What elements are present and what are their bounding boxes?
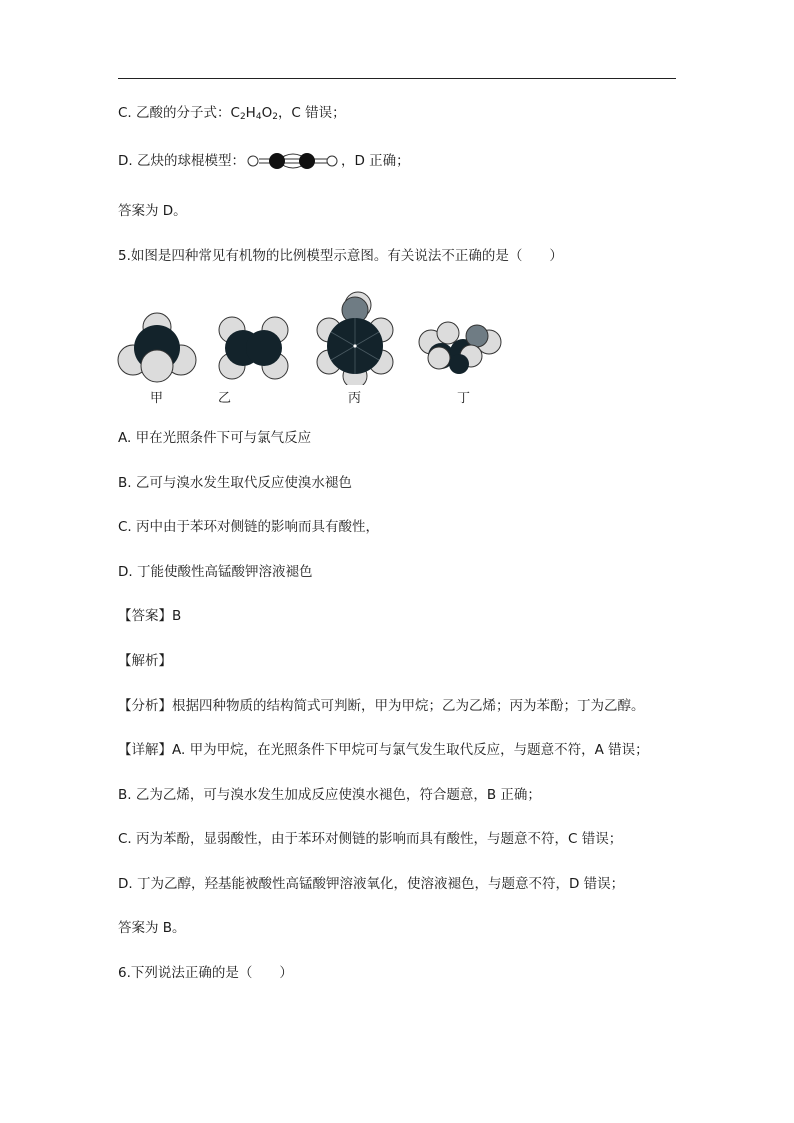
answer-label: 【答案】B [118, 608, 182, 624]
ethanol-model [419, 322, 501, 374]
question-5: 5.如图是四种常见有机物的比例模型示意图。有关说法不正确的是（ ） [118, 248, 563, 264]
detail-d: D. 丁为乙醇，羟基能被酸性高锰酸钾溶液氧化，使溶液褪色，与题意不符，D 错误； [118, 876, 625, 892]
methane-model [118, 313, 196, 382]
ethylene-model [219, 317, 288, 379]
molecule-figure [115, 290, 515, 405]
option-c: C. 丙中由于苯环对侧链的影响而具有酸性， [118, 519, 380, 535]
detail-b: B. 乙为乙烯，可与溴水发生加成反应使溴水褪色，符合题意，B 正确； [118, 787, 541, 803]
text: O [261, 105, 273, 121]
acetylene-ball-stick-model [247, 150, 339, 172]
subscript: 2 [239, 112, 246, 122]
detail-c: C. 丙为苯酚，显弱酸性，由于苯环对侧链的影响而具有酸性，与题意不符，C 错误； [118, 831, 623, 847]
option-d: D. 丁能使酸性高锰酸钾溶液褪色 [118, 564, 313, 580]
question-6: 6.下列说法正确的是（ ） [118, 965, 293, 981]
text: ，D 正确； [340, 153, 410, 169]
text: D. 乙炔的球棍模型： [118, 153, 245, 169]
subscript: 2 [272, 112, 278, 122]
subscript: 4 [255, 112, 262, 122]
answer-line-1: 答案为 D。 [118, 203, 187, 219]
analysis-text: 【分析】根据四种物质的结构简式可判断，甲为甲烷；乙为乙烯；丙为苯酚；丁为乙醇。 [118, 698, 645, 714]
text: C. 乙酸的分子式：C [118, 105, 240, 121]
header-rule [118, 78, 676, 79]
option-a: A. 甲在光照条件下可与氯气反应 [118, 430, 312, 446]
caption-bing: 丙 [348, 391, 362, 406]
text: ，C 错误； [277, 105, 346, 121]
analysis-heading: 【解析】 [118, 653, 172, 669]
detail-a: 【详解】A. 甲为甲烷，在光照条件下甲烷可与氯气发生取代反应，与题意不符，A 错误； [118, 742, 649, 758]
caption-yi: 乙 [218, 391, 232, 406]
text: H [245, 105, 256, 121]
answer-line-2: 答案为 B。 [118, 920, 186, 936]
phenol-model [317, 292, 393, 385]
space-filling-models [115, 290, 515, 385]
caption-ding: 丁 [457, 391, 471, 406]
line-d-model [118, 150, 410, 172]
caption-jia: 甲 [150, 391, 164, 406]
line-c-formula [118, 104, 346, 122]
option-b: B. 乙可与溴水发生取代反应使溴水褪色 [118, 475, 352, 491]
